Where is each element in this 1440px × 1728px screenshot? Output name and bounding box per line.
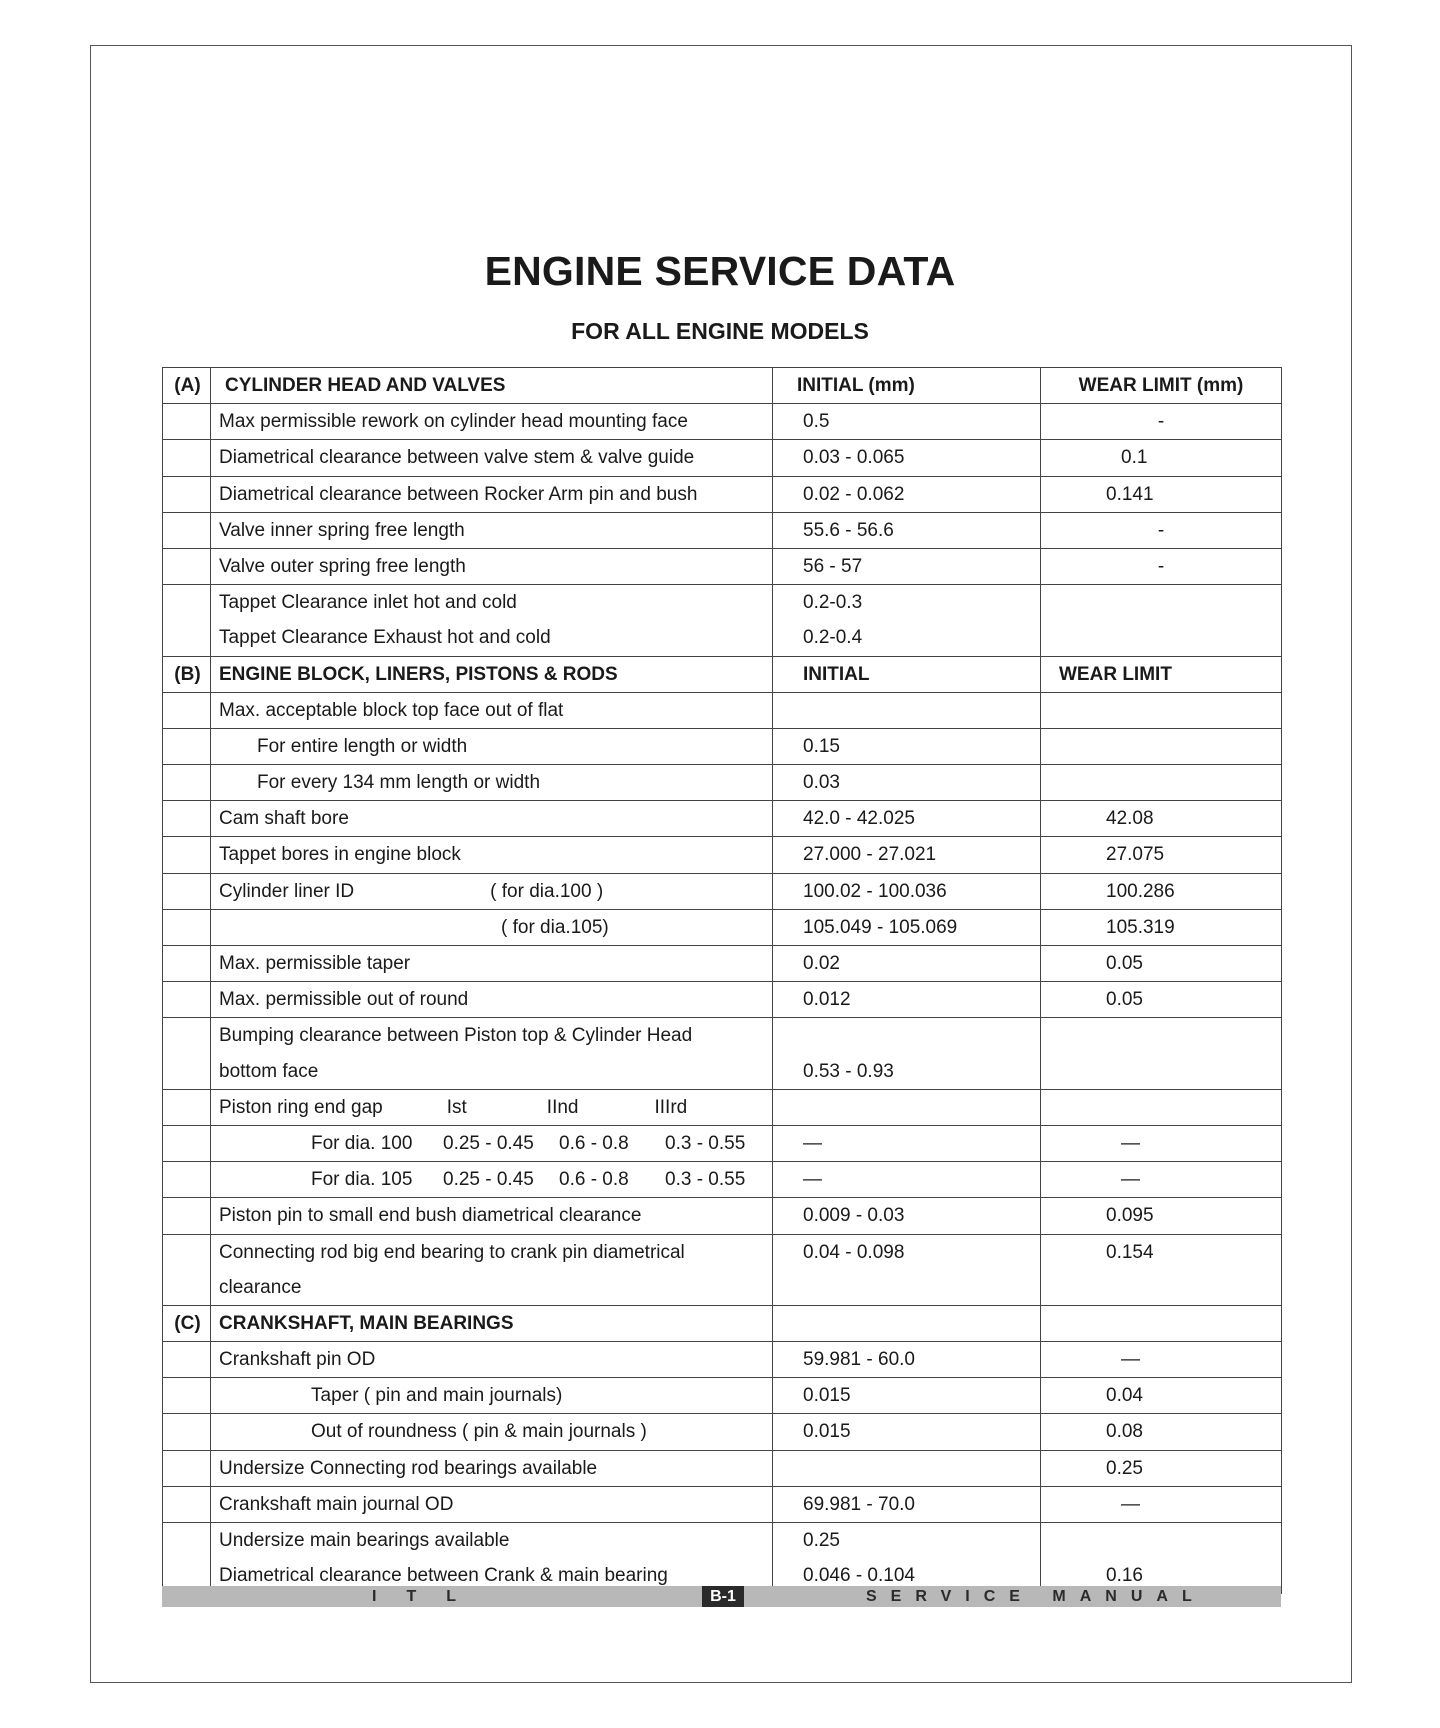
- row-wear-limit: 42.08: [1106, 808, 1154, 830]
- row-initial: 0.02 - 0.062: [803, 483, 905, 505]
- row-description: Undersize Connecting rod bearings available: [219, 1457, 598, 1479]
- table-row: [163, 440, 1282, 476]
- row-initial: 0.04 - 0.098: [803, 1241, 905, 1263]
- section-c-heading: CRANKSHAFT, MAIN BEARINGS: [211, 1305, 773, 1341]
- table-row: [163, 1378, 1282, 1414]
- row-initial: 0.03: [803, 772, 840, 794]
- row-description: Tappet bores in engine block: [219, 844, 461, 866]
- column-header-wear-limit: WEAR LIMIT (mm): [1041, 368, 1282, 404]
- row-initial: 100.02 - 100.036: [803, 880, 947, 902]
- row-wear-limit: —: [1121, 1349, 1140, 1371]
- row-initial: —: [803, 1132, 822, 1154]
- table-row-liner-100: [163, 873, 1282, 909]
- row-wear-limit: -: [1157, 411, 1165, 433]
- row-initial: 69.981 - 70.0: [803, 1493, 915, 1515]
- table-row: [163, 946, 1282, 982]
- ring-value-2: 0.6 - 0.8: [559, 1132, 629, 1154]
- ring-row-label: For dia. 100: [311, 1132, 413, 1154]
- row-description: Crankshaft pin OD: [219, 1349, 376, 1371]
- row-initial: 0.2-0.3: [803, 592, 863, 614]
- table-row: [163, 476, 1282, 512]
- footer-company: ITL: [372, 1588, 486, 1605]
- table-row-ring-header: [163, 1089, 1282, 1125]
- page-subtitle: FOR ALL ENGINE MODELS: [571, 318, 869, 344]
- row-initial: 0.009 - 0.03: [803, 1205, 905, 1227]
- row-initial: 27.000 - 27.021: [803, 844, 937, 866]
- table-row-liner-105: [163, 909, 1282, 945]
- service-data-table: [162, 367, 1282, 1594]
- row-initial: 0.5: [803, 411, 830, 433]
- footer-manual-title: SERVICE MANUAL: [866, 1588, 1206, 1605]
- page-footer: [162, 1586, 1281, 1607]
- row-description: clearance: [219, 1276, 302, 1298]
- table-row: [163, 404, 1282, 440]
- row-initial: —: [803, 1169, 822, 1191]
- row-wear-limit: 0.25: [1106, 1457, 1143, 1479]
- table-row-ring-100: [163, 1125, 1282, 1161]
- row-description: Max. permissible taper: [219, 953, 411, 974]
- table-row-conrod: [163, 1234, 1282, 1305]
- row-description: For every 134 mm length or width: [257, 772, 541, 794]
- table-row: [163, 1486, 1282, 1522]
- table-row: [163, 837, 1282, 873]
- page-number-badge: B-1: [702, 1586, 744, 1607]
- ring-col-1: Ist: [446, 1096, 467, 1118]
- row-description: Connecting rod big end bearing to crank pin diametrical: [219, 1241, 685, 1263]
- row-description: Tappet Clearance inlet hot and cold: [219, 592, 517, 614]
- row-initial: 0.046 - 0.104: [803, 1565, 915, 1587]
- row-description: Piston ring end gap: [219, 1096, 383, 1118]
- liner-dia-105: ( for dia.105): [501, 916, 609, 938]
- section-b-header-row: [163, 656, 1282, 692]
- row-wear-limit: 0.08: [1106, 1421, 1143, 1443]
- row-description: Cylinder liner ID: [219, 880, 355, 902]
- row-wear-limit: 0.04: [1106, 1385, 1143, 1407]
- section-c-label: (C): [163, 1305, 211, 1341]
- row-initial: 0.53 - 0.93: [803, 1060, 894, 1082]
- row-description: Tappet Clearance Exhaust hot and cold: [219, 627, 551, 649]
- column-header-wear-limit: WEAR LIMIT: [1041, 656, 1282, 692]
- ring-col-3: IIIrd: [654, 1096, 688, 1118]
- row-wear-limit: 0.095: [1106, 1205, 1154, 1227]
- ring-value-2: 0.6 - 0.8: [559, 1169, 629, 1191]
- table-row: [163, 1342, 1282, 1378]
- row-wear-limit: 0.16: [1106, 1565, 1143, 1587]
- row-initial: 59.981 - 60.0: [803, 1349, 915, 1371]
- row-initial: 0.03 - 0.065: [803, 447, 905, 469]
- table-row-main-bearings: [163, 1523, 1282, 1594]
- row-initial: 0.015: [803, 1421, 851, 1443]
- column-header-initial: INITIAL (mm): [773, 368, 1041, 404]
- row-wear-limit: —: [1121, 1132, 1140, 1154]
- row-description: bottom face: [219, 1060, 319, 1082]
- row-description: Piston pin to small end bush diametrical clearance: [219, 1205, 642, 1227]
- column-header-initial: INITIAL: [773, 656, 1041, 692]
- table-row-tappet: [163, 585, 1282, 656]
- row-initial: 0.012: [803, 989, 851, 1011]
- row-wear-limit: 0.05: [1106, 953, 1143, 974]
- ring-col-2: IInd: [546, 1096, 579, 1118]
- row-description: Cam shaft bore: [219, 808, 349, 830]
- row-initial: 105.049 - 105.069: [803, 916, 958, 938]
- row-initial: [773, 1451, 1040, 1486]
- row-wear-limit: 100.286: [1106, 880, 1175, 902]
- row-initial: 56 - 57: [803, 555, 863, 577]
- table-row: [163, 1198, 1282, 1234]
- ring-value-1: 0.25 - 0.45: [443, 1169, 534, 1191]
- row-description: Undersize main bearings available: [219, 1530, 510, 1551]
- table-row-ring-105: [163, 1162, 1282, 1198]
- table-row: [163, 512, 1282, 548]
- table-row: [163, 692, 1282, 728]
- section-b-label: (B): [163, 656, 211, 692]
- row-wear-limit: 27.075: [1106, 844, 1165, 866]
- row-wear-limit: 0.141: [1106, 483, 1154, 505]
- row-initial: 0.02: [803, 953, 840, 974]
- table-row: [163, 1450, 1282, 1486]
- liner-dia-100: ( for dia.100 ): [490, 880, 604, 902]
- row-wear-limit: —: [1121, 1169, 1140, 1191]
- row-description: Max. permissible out of round: [219, 989, 469, 1011]
- row-description: Valve outer spring free length: [219, 555, 466, 577]
- row-initial: 42.0 - 42.025: [803, 808, 915, 830]
- row-description: Bumping clearance between Piston top & Cylinder Head: [219, 1025, 693, 1047]
- row-description: Taper ( pin and main journals): [311, 1385, 563, 1407]
- section-a-label: (A): [163, 368, 211, 404]
- table-row: [163, 548, 1282, 584]
- table-row: [163, 801, 1282, 837]
- row-wear-limit: -: [1157, 519, 1165, 541]
- table-row: [163, 1414, 1282, 1450]
- row-initial: 0.015: [803, 1385, 851, 1407]
- row-initial: 0.15: [803, 735, 840, 757]
- page-title: ENGINE SERVICE DATA: [484, 248, 956, 294]
- row-initial: 0.2-0.4: [803, 627, 863, 649]
- row-wear-limit: 0.05: [1106, 989, 1143, 1011]
- row-description: For entire length or width: [257, 735, 468, 757]
- ring-row-label: For dia. 105: [311, 1169, 413, 1191]
- table-row: [163, 982, 1282, 1018]
- row-initial: 0.25: [803, 1530, 840, 1551]
- section-c-header-row: [163, 1305, 1282, 1341]
- section-b-heading: ENGINE BLOCK, LINERS, PISTONS & RODS: [211, 656, 773, 692]
- row-description: Diametrical clearance between Crank & main bearing: [219, 1565, 668, 1587]
- row-description: Max. acceptable block top face out of flat: [219, 699, 564, 721]
- row-wear-limit: 0.154: [1106, 1241, 1154, 1263]
- row-description: Max permissible rework on cylinder head mounting face: [219, 411, 688, 433]
- ring-value-3: 0.3 - 0.55: [665, 1132, 746, 1154]
- row-wear-limit: —: [1121, 1493, 1140, 1515]
- row-description: Out of roundness ( pin & main journals ): [311, 1421, 647, 1443]
- ring-value-3: 0.3 - 0.55: [665, 1169, 746, 1191]
- row-wear-limit: -: [1157, 555, 1165, 577]
- table-row: [163, 765, 1282, 801]
- row-initial: 55.6 - 56.6: [803, 519, 894, 541]
- row-wear-limit: 105.319: [1106, 916, 1175, 938]
- ring-value-1: 0.25 - 0.45: [443, 1132, 534, 1154]
- section-a-header-row: [163, 368, 1282, 404]
- row-wear-limit: 0.1: [1121, 447, 1148, 469]
- row-description: Crankshaft main journal OD: [219, 1493, 454, 1515]
- section-a-heading: CYLINDER HEAD AND VALVES: [211, 368, 773, 404]
- table-row-bumping: [163, 1018, 1282, 1089]
- table-row: [163, 728, 1282, 764]
- row-description: Diametrical clearance between Rocker Arm pin and bush: [219, 483, 698, 505]
- row-description: Valve inner spring free length: [219, 519, 465, 541]
- row-description: Diametrical clearance between valve stem & valve guide: [219, 447, 695, 469]
